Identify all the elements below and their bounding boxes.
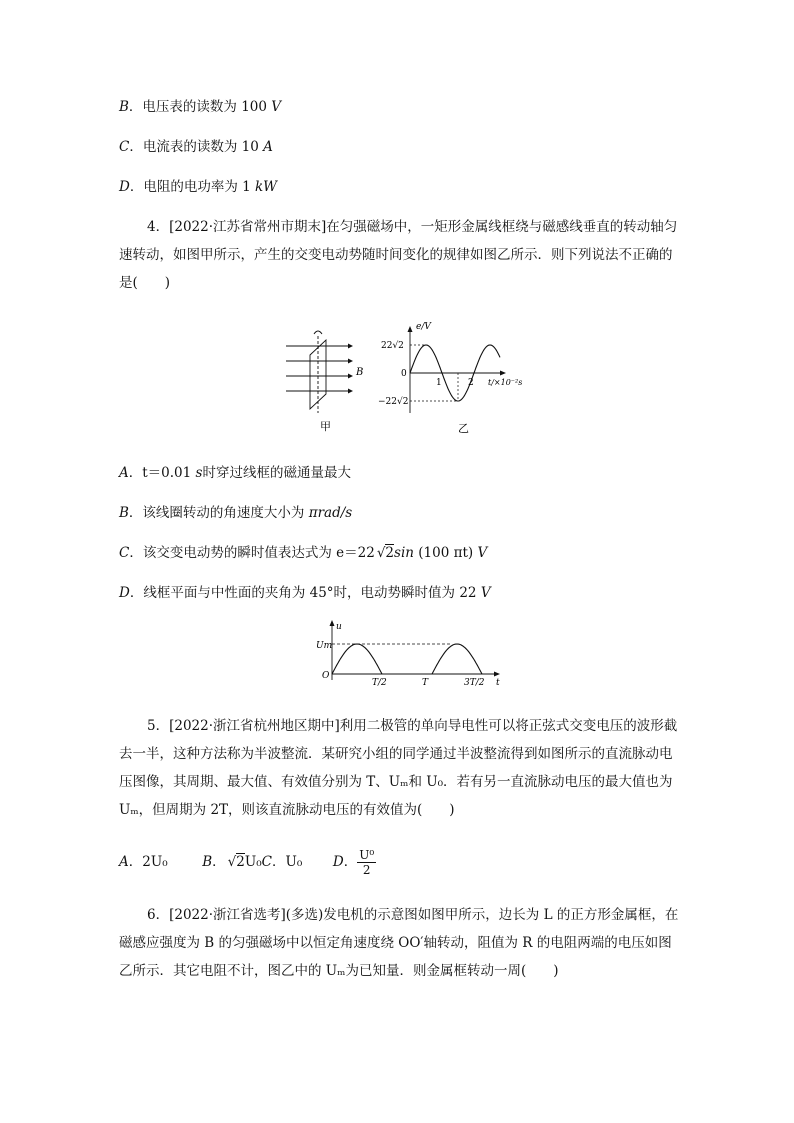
field-label: B <box>356 367 364 378</box>
q4-stem: 4．[2022·江苏省常州市期末]在匀强磁场中，一矩形金属线框绕与磁感线垂直的转动轴匀速转动，如图甲所示，产生的交变电动势随时间变化的规律如图乙所示．则下列说法不正确的是( ) <box>119 219 678 291</box>
tick-2: 2 <box>468 378 474 388</box>
sqrt-symbol: √2 <box>227 854 245 870</box>
t-axis-label: t <box>496 678 500 688</box>
tick-3half-t: 3T/2 <box>464 678 485 688</box>
u-axis-label: u <box>336 622 342 632</box>
q4-option-b: B．该线圈转动的角速度大小为 πrad/s <box>119 505 353 521</box>
q3-option-b: B．电压表的读数为 100 V <box>119 99 282 115</box>
q5-option-b: B． √2U₀ <box>202 854 261 870</box>
figure-yi <box>378 322 522 413</box>
e-axis-label: e/V <box>416 322 431 332</box>
tick-1: 1 <box>436 378 442 388</box>
q5-option-a: A．2U₀ <box>119 854 168 870</box>
q4-figure <box>280 318 540 438</box>
field-arrowheads <box>348 344 353 394</box>
q5-options <box>119 846 376 878</box>
tick-t: T <box>422 678 429 688</box>
sqrt-symbol: √2 <box>376 545 395 561</box>
q3-option-c: C．电流表的读数为 10 A <box>119 139 273 155</box>
um-label: Um <box>316 641 333 651</box>
origin-label: O <box>322 671 330 681</box>
q5-option-d: D． $\frac{\text{U⁰}}{2}$ <box>332 848 375 877</box>
q4-option-d: D．线框平面与中性面的夹角为 45°时，电动势瞬时值为 22 V <box>119 585 491 601</box>
y-max-label: 22√2 <box>381 341 404 351</box>
q5-figure <box>310 618 510 688</box>
y-min-label: −22√2 <box>378 397 409 407</box>
t-axis-label: t/×10⁻²s <box>488 378 523 387</box>
q3-option-d: D．电阻的电功率为 1 kW <box>119 179 278 195</box>
q6-stem: 6．[2022·浙江省选考](多选)发电机的示意图如图甲所示，边长为 L 的正方形金属框，在磁感应强度为 B 的匀强磁场中以恒定角速度绕 OO′轴转动，阻值为 R 的电阻两端的电压如图乙所示．其它电阻不计，图乙中的 Uₘ为已知量．则金属框转动一周( ) <box>119 907 679 979</box>
origin-label: 0 <box>401 369 407 379</box>
q5-stem: 5．[2022·浙江省杭州地区期中]利用二极管的单向导电性可以将正弦式交变电压的波形截去一半，这种方法称为半波整流．某研究小组的同学通过半波整流得到如图所示的直流脉动电压图像，其周期、最大值、有效值分别为 T、Uₘ和 U₀．若有另一直流脉动电压的最大值也为 Uₘ，但周期为 2T，则该直流脉动电压的有效值为( ) <box>119 718 678 818</box>
label-yi: 乙 <box>458 422 469 435</box>
fraction: $\frac{\text{U⁰}}{2}$ <box>359 848 375 877</box>
voltage-curve <box>332 644 482 674</box>
figure-jia <box>286 331 348 413</box>
q5-option-c: C．U₀ <box>261 854 303 870</box>
q4-option-c: C．该交变电动势的瞬时值表达式为 e＝22 √2sin (100 πt) V <box>119 545 488 561</box>
q4-option-a: A．t＝0.01 s时穿过线框的磁通量最大 <box>119 465 351 481</box>
label-jia: 甲 <box>320 420 331 433</box>
tick-half-t: T/2 <box>372 678 387 688</box>
